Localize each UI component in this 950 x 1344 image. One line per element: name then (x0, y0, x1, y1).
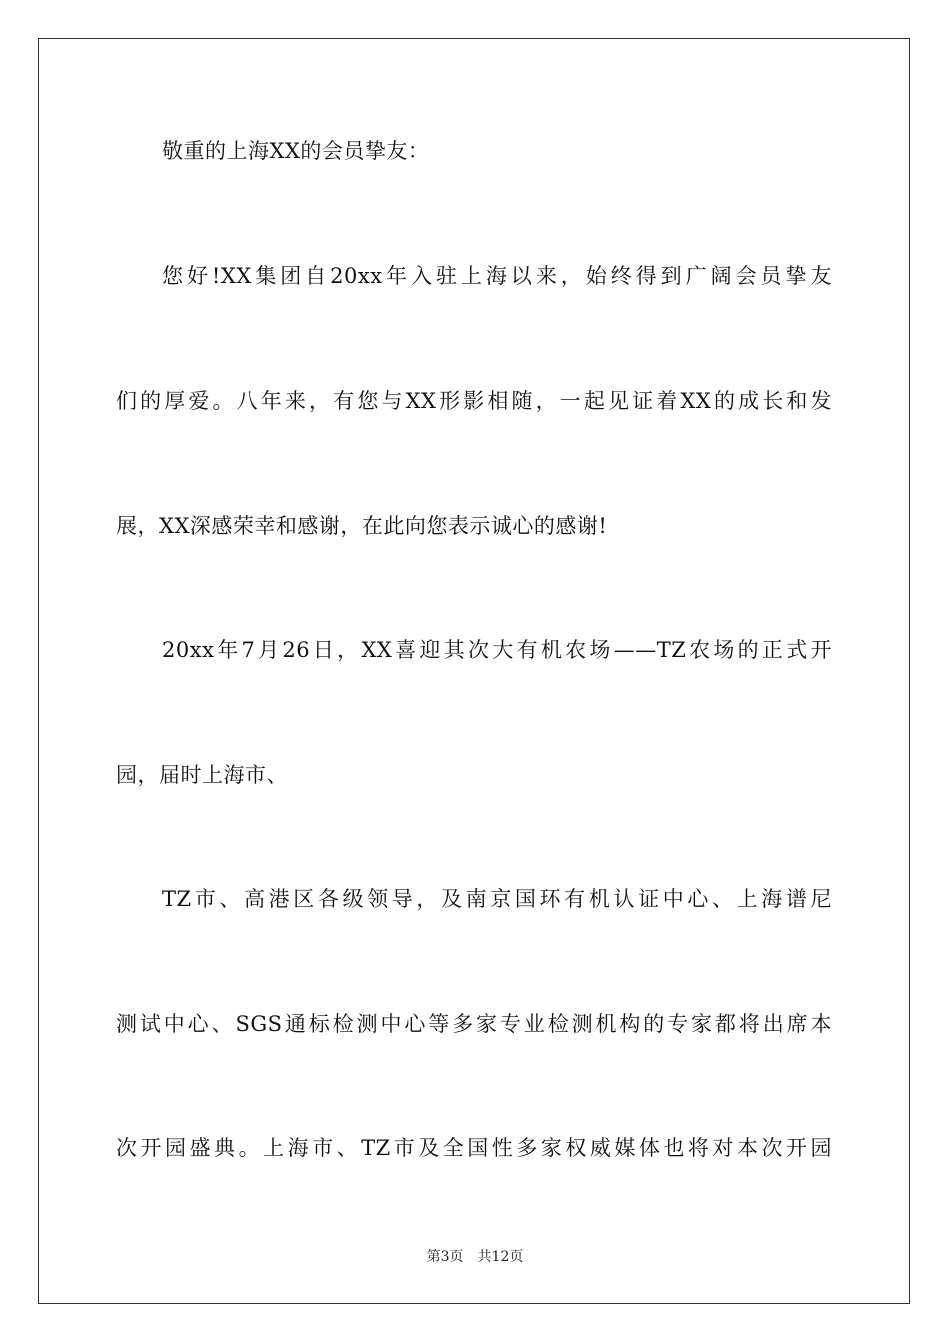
body-line-8: 次开园盛典。上海市、TZ市及全国性多家权威媒体也将对本次开园 (116, 1136, 832, 1160)
page-footer (0, 1248, 950, 1266)
body-line-6: TZ市、高港区各级领导，及南京国环有机认证中心、上海谱尼 (162, 887, 832, 911)
body-line-7: 测试中心、SGS通标检测中心等多家专业检测机构的专家都将出席本 (116, 1012, 832, 1036)
page-border (38, 38, 910, 1304)
body-line-1: 您好!XX集团自20xx年入驻上海以来，始终得到广阔会员挚友 (162, 264, 832, 288)
greeting-line: 敬重的上海XX的会员挚友： (162, 139, 430, 163)
page-total: 共12页 (477, 1249, 524, 1265)
body-line-2: 们的厚爱。八年来，有您与XX形影相随，一起见证着XX的成长和发 (116, 389, 832, 413)
body-line-3: 展，XX深感荣幸和感谢，在此向您表示诚心的感谢! (116, 514, 608, 538)
body-line-5: 园，届时上海市、 (116, 763, 288, 787)
body-line-4: 20xx年7月26日，XX喜迎其次大有机农场——TZ农场的正式开 (162, 638, 832, 662)
page-number: 第3页 (426, 1249, 464, 1265)
